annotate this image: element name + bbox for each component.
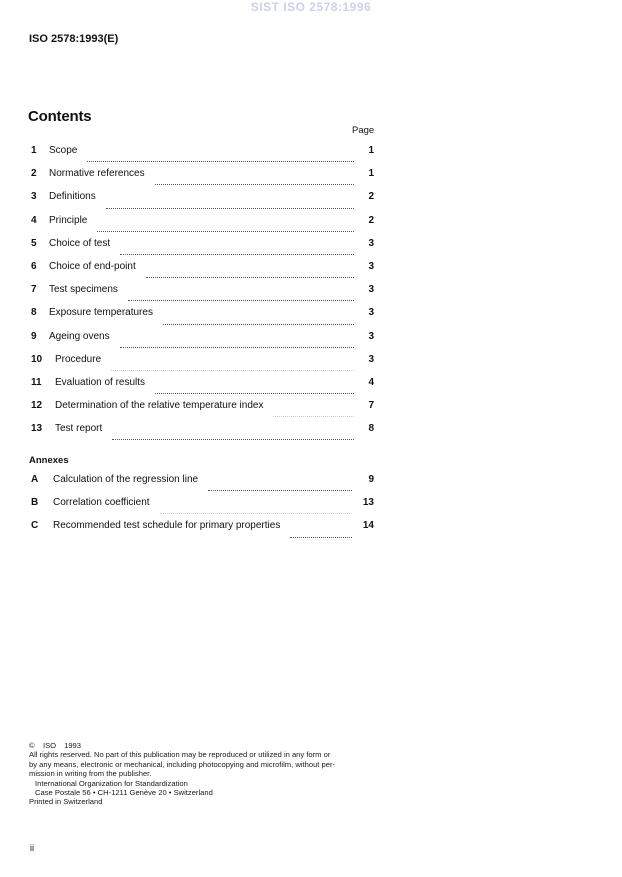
annex-entry-b[interactable] [31,497,374,520]
toc-entry-page: 3 [368,307,374,319]
toc-entry-number: 6 [31,260,37,272]
rights-notice-line-1: All rights reserved. No part of this publication may be reproduced or utilized in any form or [29,750,331,760]
document-id: ISO 2578:1993(E) [29,33,119,45]
printed-in: Printed in Switzerland [29,797,103,807]
toc-entry-number: 5 [31,237,37,249]
copyright-line [29,741,379,750]
toc-entry-number: 7 [31,284,37,296]
annex-title: Correlation coefficient [53,497,150,509]
annex-title: Recommended test schedule for primary properties [53,520,281,532]
toc-entry-title: Exposure temperatures [49,307,153,319]
organization-name: International Organization for Standardization [35,778,188,788]
annex-page: 14 [362,520,374,532]
toc-entry-number: 3 [31,191,37,203]
dot-leader [112,439,354,440]
toc-entry-title: Determination of the relative temperature index [55,400,264,412]
annex-list [31,474,374,544]
toc-entry-title: Procedure [55,353,102,365]
annex-page: 9 [368,474,374,485]
toc-entry-title: Normative references [49,168,145,180]
page-number: ii [30,843,34,853]
toc-entry-page: 7 [368,400,374,412]
table-of-contents [31,145,374,446]
toc-entry-number: 8 [31,307,37,319]
copyright-owner: ISO [43,741,57,750]
rights-notice-line-3: mission in writing from the publisher. [29,769,152,779]
contents-title: Contents [28,108,92,125]
watermark: SIST ISO 2578:1996 [250,0,372,14]
toc-entry-title: Ageing ovens [49,330,110,342]
toc-entry-ageing-ovens[interactable] [31,331,374,354]
annex-entry-c[interactable] [31,520,374,543]
toc-entry-title: Evaluation of results [55,376,146,388]
page-column-label: Page [352,125,375,136]
annex-letter: C [31,520,39,532]
annex-letter: A [31,474,39,485]
toc-entry-number: 4 [31,214,37,226]
dot-leader [155,184,354,185]
dot-leader [290,537,352,538]
dot-leader [155,393,354,394]
toc-entry-test-specimens[interactable] [31,284,374,307]
annex-letter: B [31,497,39,509]
dot-leader [106,208,354,209]
toc-entry-procedure[interactable] [31,354,374,377]
toc-entry-definitions[interactable] [31,191,374,214]
toc-entry-number: 1 [31,145,37,156]
toc-entry-title: Principle [49,214,88,226]
organization-address: Case Postale 56 • CH-1211 Genève 20 • Switzerland [35,788,213,798]
toc-entry-title: Test report [55,423,103,435]
toc-entry-title: Definitions [49,191,96,203]
toc-entry-page: 3 [368,284,374,296]
dot-leader [97,231,354,232]
toc-entry-title: Choice of end-point [49,260,136,272]
copyright-symbol: © [29,741,35,750]
dot-leader [128,300,354,301]
annexes-heading: Annexes [29,455,69,466]
toc-entry-page: 1 [368,145,374,156]
toc-entry-page: 1 [368,168,374,180]
dot-leader [120,347,354,348]
dot-leader [208,490,352,491]
toc-entry-principle[interactable] [31,215,374,238]
toc-entry-choice-of-test[interactable] [31,238,374,261]
annex-entry-a[interactable] [31,474,374,497]
dot-leader [120,254,354,255]
dot-leader [273,416,354,417]
toc-entry-number: 13 [31,423,43,435]
toc-entry-page: 3 [368,260,374,272]
toc-entry-number: 12 [31,400,43,412]
toc-entry-title: Test specimens [49,284,118,296]
dot-leader [160,513,352,514]
toc-entry-page: 4 [368,376,374,388]
toc-entry-number: 9 [31,330,37,342]
rights-notice-line-2: by any means, electronic or mechanical, including photocopying and microfilm, without per- [29,759,336,769]
dot-leader [163,324,354,325]
toc-entry-page: 8 [368,423,374,435]
toc-entry-relative-temperature-index[interactable] [31,400,374,423]
toc-entry-page: 2 [368,191,374,203]
toc-entry-title: Scope [49,145,78,156]
toc-entry-number: 10 [31,353,43,365]
toc-entry-scope[interactable] [31,145,374,168]
toc-entry-evaluation-of-results[interactable] [31,377,374,400]
dot-leader [146,277,354,278]
copyright-year: 1993 [64,741,81,750]
dot-leader [111,370,354,371]
toc-entry-page: 3 [368,330,374,342]
toc-entry-normative-references[interactable] [31,168,374,191]
toc-entry-exposure-temperatures[interactable] [31,307,374,330]
toc-entry-test-report[interactable] [31,423,374,446]
toc-entry-title: Choice of test [49,237,111,249]
toc-entry-page: 3 [368,237,374,249]
toc-entry-number: 11 [31,376,42,388]
annex-title: Calculation of the regression line [53,474,199,485]
toc-entry-page: 2 [368,214,374,226]
dot-leader [87,161,354,162]
toc-entry-choice-of-end-point[interactable] [31,261,374,284]
annex-page: 13 [362,497,374,509]
toc-entry-page: 3 [368,353,374,365]
copyright-notice [29,741,379,807]
toc-entry-number: 2 [31,168,37,180]
